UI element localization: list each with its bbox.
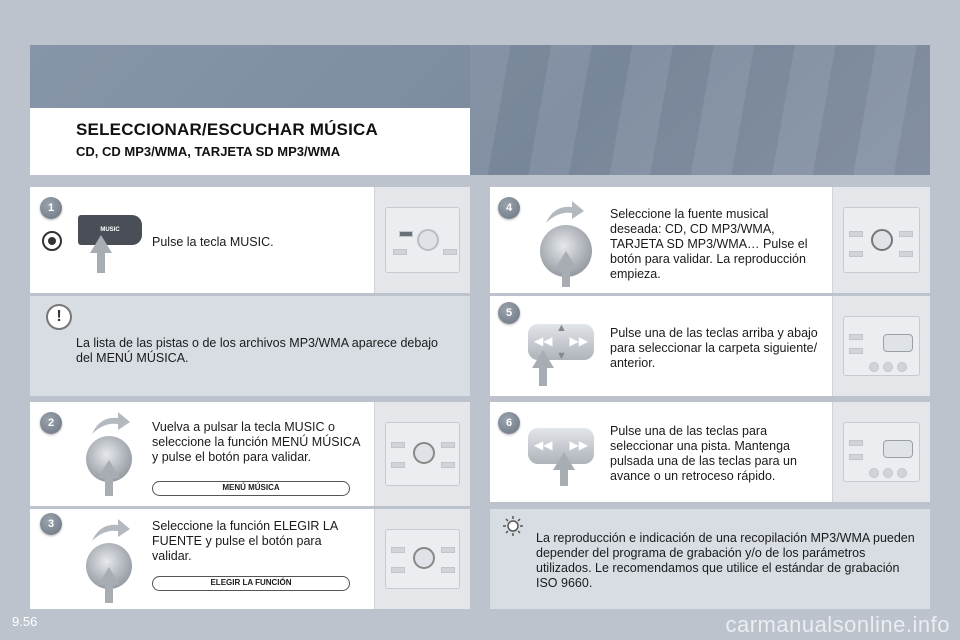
step-number-badge: 5 <box>498 302 520 324</box>
radio-unit-illustration <box>374 402 470 506</box>
radio-unit-illustration <box>832 402 930 502</box>
note-panel <box>30 296 470 396</box>
page-subtitle: CD, CD MP3/WMA, TARJETA SD MP3/WMA <box>76 144 341 159</box>
watermark: carmanualsonline.info <box>725 612 950 637</box>
press-arrow-stem <box>562 267 570 287</box>
step-number-badge: 1 <box>40 197 62 219</box>
press-arrow-icon <box>90 235 112 253</box>
press-arrow-icon <box>98 567 120 585</box>
radio-dpad-icon <box>883 334 913 352</box>
press-arrow-icon <box>555 251 577 269</box>
press-arrow-stem <box>105 476 113 496</box>
step-5-text: Pulse una de las teclas arriba y abajo para seleccionar la carpeta siguiente/ anterior. <box>610 326 818 370</box>
chevron-right-icon: ▶▶ <box>569 334 588 348</box>
step-number-badge: 2 <box>40 412 62 434</box>
press-arrow-stem <box>539 366 547 386</box>
radio-knob-icon <box>413 442 435 464</box>
press-arrow-icon <box>553 452 575 470</box>
note-text: La lista de las pistas o de los archivos MP3/WMA aparece debajo del MENÚ MÚSICA. <box>76 336 438 365</box>
warning-icon: ! <box>46 304 72 330</box>
menu-musica-pill: MENÚ MÚSICA <box>152 481 350 496</box>
radio-knob-icon <box>871 229 893 251</box>
step-number-badge: 6 <box>498 412 520 434</box>
lightbulb-icon <box>502 515 524 537</box>
press-arrow-icon <box>98 460 120 478</box>
music-key-label: MUSIC <box>100 227 120 233</box>
press-arrow-icon <box>532 350 554 368</box>
press-arrow-stem <box>105 583 113 603</box>
step-4-panel <box>490 187 930 293</box>
step-1-panel <box>30 187 470 293</box>
tip-panel <box>490 509 930 609</box>
press-arrow-stem <box>560 468 568 486</box>
radio-unit-illustration <box>374 187 470 293</box>
chevron-down-icon: ▼ <box>556 350 567 362</box>
step-2-panel <box>30 402 470 506</box>
radio-icon <box>42 231 62 251</box>
page-title: SELECCIONAR/ESCUCHAR MÚSICA <box>76 120 378 139</box>
step-4-text: Seleccione la fuente musical deseada: CD, CD MP3/WMA, TARJETA SD MP3/WMA… Pulse el botón para validar. La reproducción empieza. <box>610 207 808 281</box>
radio-unit-illustration <box>374 509 470 609</box>
turn-arrow-icon <box>88 410 132 436</box>
turn-arrow-icon <box>88 517 132 543</box>
radio-unit-illustration <box>832 296 930 396</box>
step-number-badge: 4 <box>498 197 520 219</box>
step-3-panel <box>30 509 470 609</box>
title-box <box>30 108 470 175</box>
radio-unit-illustration <box>832 187 930 293</box>
chevron-left-icon: ◀◀ <box>534 438 553 452</box>
press-arrow-stem <box>97 253 105 273</box>
chevron-right-icon: ▶▶ <box>569 438 588 452</box>
chevron-left-icon: ◀◀ <box>534 334 553 348</box>
radio-knob-icon <box>417 229 439 251</box>
step-5-panel <box>490 296 930 396</box>
radio-dpad-icon <box>883 440 913 458</box>
elegir-funcion-pill: ELEGIR LA FUNCIÓN <box>152 576 350 591</box>
step-3-text: Seleccione la función ELEGIR LA FUENTE y pulse el botón para validar. <box>152 519 338 563</box>
step-6-text: Pulse una de las teclas para seleccionar una pista. Mantenga pulsada una de las teclas para un avance o un retroceso rápido. <box>610 424 797 483</box>
chevron-up-icon: ▲ <box>556 322 567 334</box>
tip-text: La reproducción e indicación de una recopilación MP3/WMA pueden depender del programa de grabación y/o de los parámetros utilizados. Le recomendamos que utilice el estándar de grabación ISO 9660. <box>536 531 915 590</box>
step-2-text: Vuelva a pulsar la tecla MUSIC o seleccione la función MENÚ MÚSICA y pulse el botón para validar. <box>152 420 360 464</box>
step-6-panel <box>490 402 930 502</box>
step-number-badge: 3 <box>40 513 62 535</box>
radio-knob-icon <box>413 547 435 569</box>
turn-arrow-icon <box>542 199 586 225</box>
page-number: 9.56 <box>12 614 38 629</box>
step-1-text: Pulse la tecla MUSIC. <box>152 235 274 249</box>
